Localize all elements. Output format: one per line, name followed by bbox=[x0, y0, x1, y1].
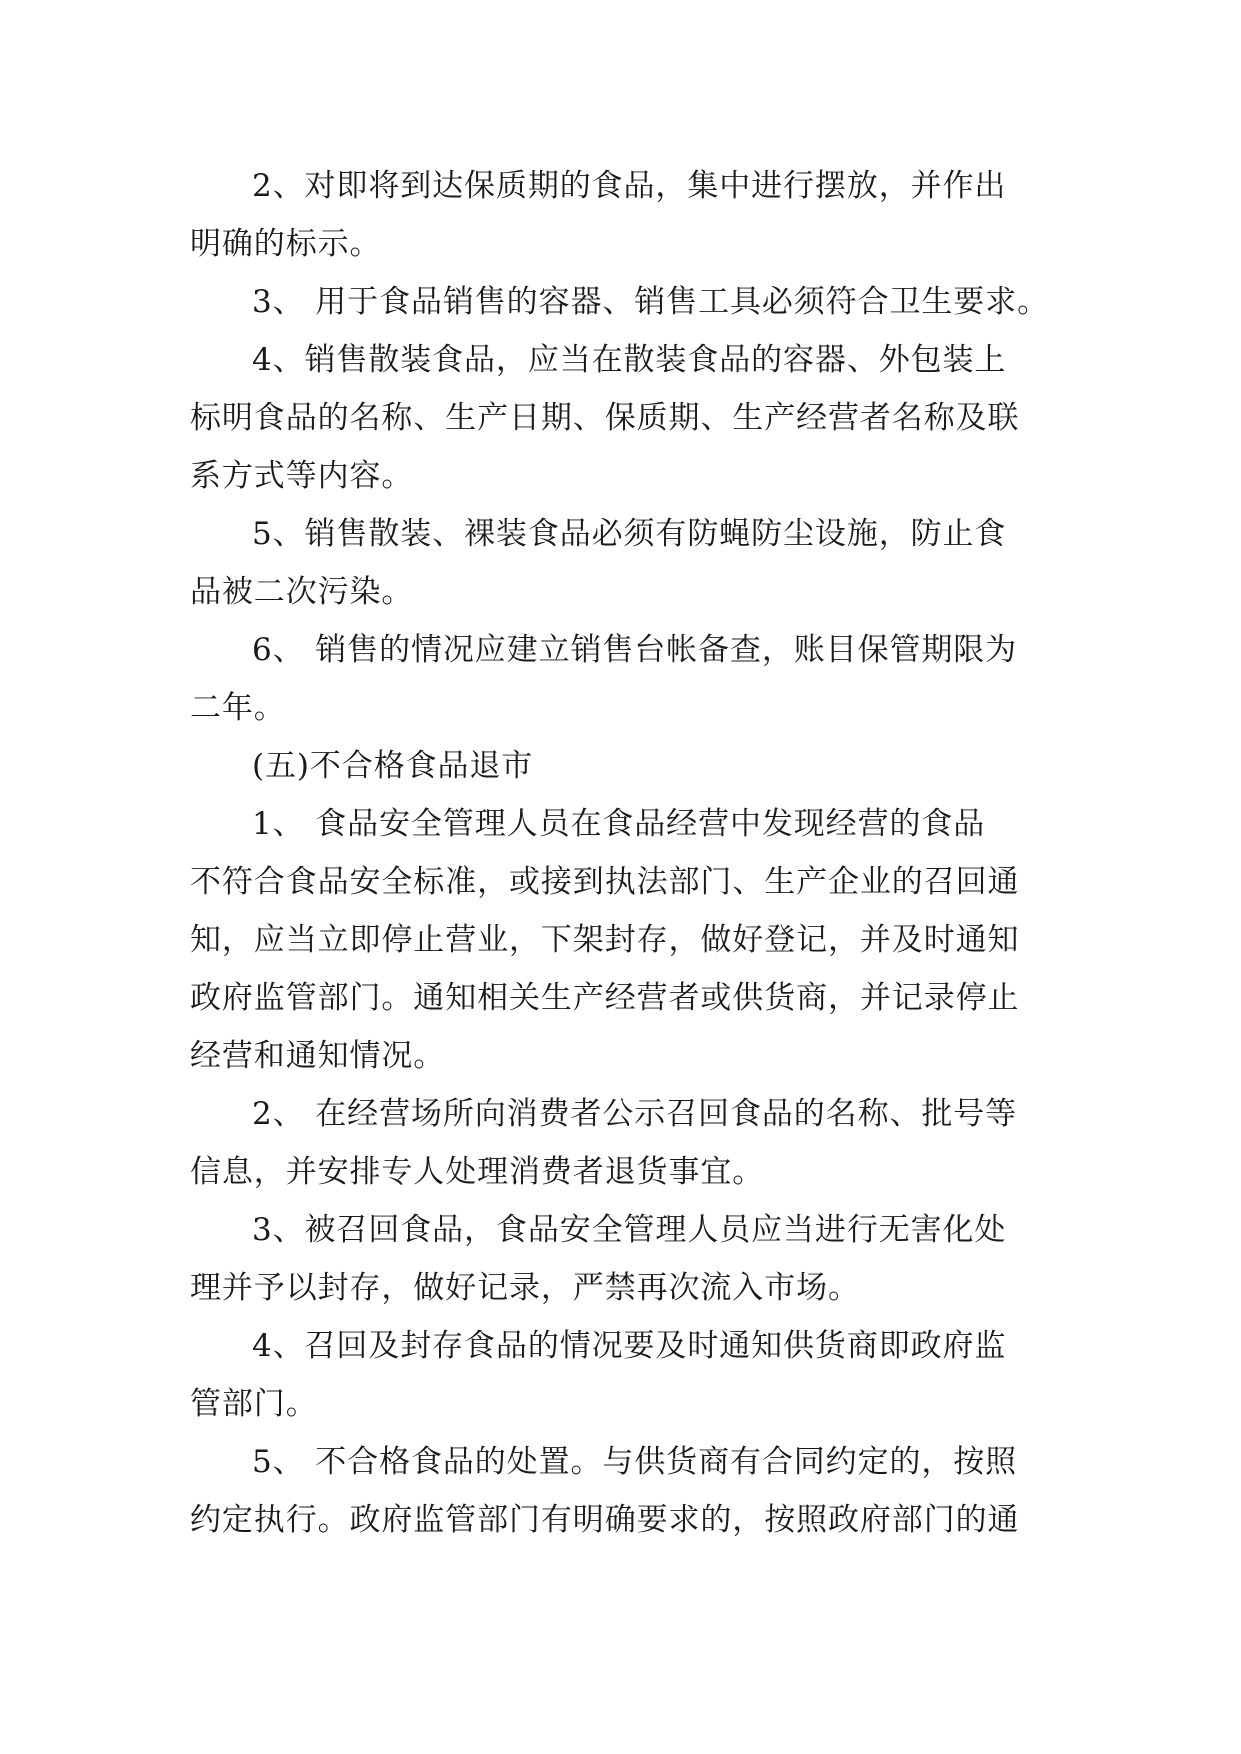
text-line: 2、对即将到达保质期的食品，集中进行摆放，并作出 bbox=[252, 168, 1007, 204]
text-line: 二年。 bbox=[190, 690, 286, 726]
text-line: 标明食品的名称、生产日期、保质期、生产经营者名称及联 bbox=[190, 400, 1020, 436]
text-line: 明确的标示。 bbox=[190, 226, 382, 262]
text-line: 管部门。 bbox=[190, 1386, 318, 1422]
text-line: 4、销售散装食品，应当在散装食品的容器、外包装上 bbox=[252, 342, 1007, 378]
text-line: 1、 食品安全管理人员在食品经营中发现经营的食品 bbox=[252, 806, 986, 842]
text-line: 系方式等内容。 bbox=[190, 458, 414, 494]
text-line: 4、召回及封存食品的情况要及时通知供货商即政府监 bbox=[252, 1328, 1007, 1364]
section-heading: (五)不合格食品退市 bbox=[252, 748, 534, 784]
text-line: 约定执行。政府监管部门有明确要求的，按照政府部门的通 bbox=[190, 1502, 1020, 1538]
text-line: 2、 在经营场所向消费者公示召回食品的名称、批号等 bbox=[252, 1096, 1018, 1132]
text-line: 信息，并安排专人处理消费者退货事宜。 bbox=[190, 1154, 765, 1190]
text-line: 经营和通知情况。 bbox=[190, 1038, 446, 1074]
text-line: 不符合食品安全标准，或接到执法部门、生产企业的召回通 bbox=[190, 864, 1020, 900]
text-line: 理并予以封存，做好记录，严禁再次流入市场。 bbox=[190, 1270, 860, 1306]
text-line: 政府监管部门。通知相关生产经营者或供货商，并记录停止 bbox=[190, 980, 1020, 1016]
text-line: 品被二次污染。 bbox=[190, 574, 414, 610]
text-line: 3、 用于食品销售的容器、销售工具必须符合卫生要求。 bbox=[252, 284, 1049, 320]
text-line: 5、销售散装、裸装食品必须有防蝇防尘设施，防止食 bbox=[252, 516, 1007, 552]
text-line: 6、 销售的情况应建立销售台帐备查，账目保管期限为 bbox=[252, 632, 1018, 668]
text-line: 知，应当立即停止营业，下架封存，做好登记，并及时通知 bbox=[190, 922, 1020, 958]
text-line: 3、被召回食品，食品安全管理人员应当进行无害化处 bbox=[252, 1212, 1007, 1248]
text-line: 5、 不合格食品的处置。与供货商有合同约定的，按照 bbox=[252, 1444, 1018, 1480]
